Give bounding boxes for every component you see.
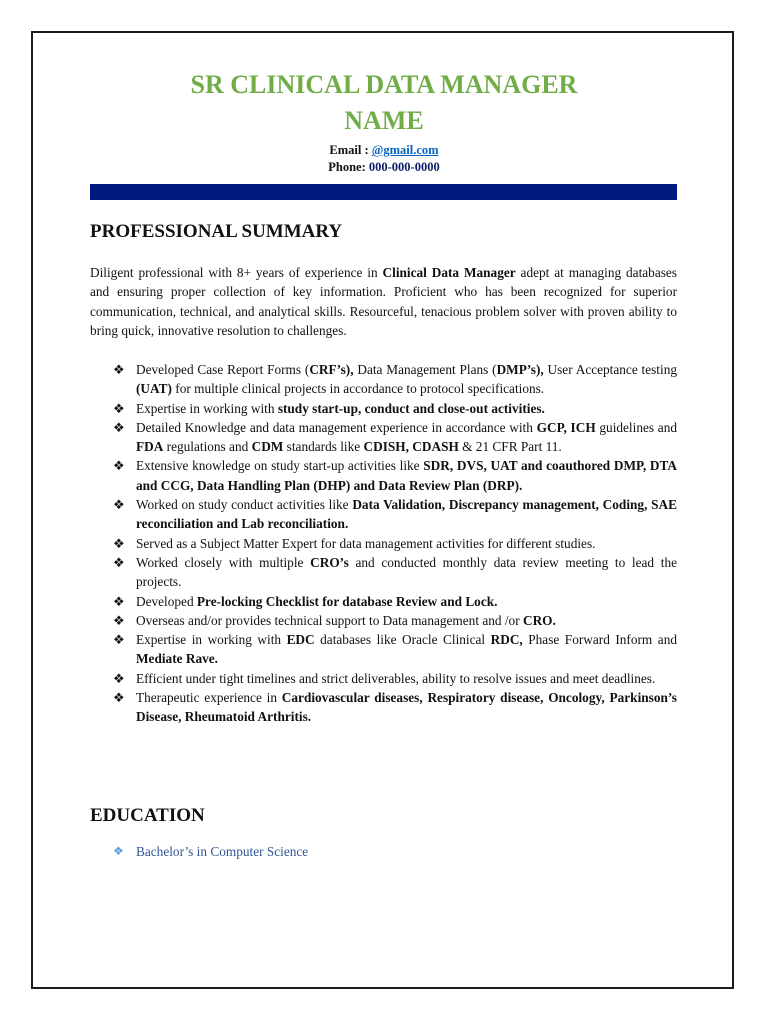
summary-bold-1: Clinical Data Manager bbox=[382, 265, 516, 280]
bullet-item bbox=[110, 611, 677, 630]
education-item bbox=[110, 842, 677, 861]
bullet-item bbox=[110, 688, 677, 727]
professional-summary-heading: PROFESSIONAL SUMMARY bbox=[90, 221, 343, 242]
summary-text-1: Diligent professional with 8+ years of experience in bbox=[90, 265, 383, 280]
email-line bbox=[0, 142, 768, 159]
bullet-text: User Acceptance testing bbox=[543, 362, 677, 377]
candidate-name: NAME bbox=[344, 106, 424, 135]
bullet-text: Therapeutic experience in bbox=[136, 690, 282, 706]
experience-bullet-list bbox=[110, 360, 677, 727]
bullet-bold: CDISH, CDASH bbox=[363, 439, 459, 455]
diamond-bullet-icon: ❖ bbox=[113, 535, 125, 551]
bullet-bold: study start-up, conduct and close-out activities. bbox=[277, 400, 545, 416]
diamond-bullet-icon: ❖ bbox=[113, 612, 125, 628]
education-degree: Bachelor’s in Computer Science bbox=[136, 844, 309, 859]
header-divider-bar bbox=[90, 184, 677, 200]
bullet-bold: Mediate Rave. bbox=[136, 651, 218, 667]
bullet-text: Worked on study conduct activities like bbox=[136, 497, 353, 513]
bullet-text: Developed Case Report Forms ( bbox=[136, 362, 310, 377]
diamond-bullet-icon: ❖ bbox=[113, 670, 125, 686]
bullet-bold: CRO. bbox=[522, 612, 556, 628]
bullet-item bbox=[110, 630, 677, 669]
email-link[interactable]: @gmail.com bbox=[371, 143, 439, 157]
diamond-bullet-icon: ❖ bbox=[113, 362, 125, 377]
bullet-text: Data Management Plans ( bbox=[353, 362, 497, 377]
bullet-text: for multiple clinical projects in accordance to protocol specifications. bbox=[171, 381, 545, 397]
bullet-text: Worked closely with multiple bbox=[136, 554, 311, 570]
bullet-item bbox=[110, 418, 677, 457]
bullet-bold: FDA bbox=[136, 439, 164, 455]
bullet-text: Extensive knowledge on study start-up activities like bbox=[136, 458, 424, 474]
diamond-bullet-icon: ❖ bbox=[113, 497, 125, 513]
bullet-bold: CRF’s), bbox=[309, 362, 354, 377]
bullet-bold: DMP’s), bbox=[496, 362, 544, 377]
bullet-text: Detailed Knowledge and data management experience in accordance with bbox=[136, 419, 537, 435]
bullet-item bbox=[110, 534, 677, 553]
bullet-item bbox=[110, 360, 677, 399]
summary-paragraph bbox=[90, 263, 677, 340]
bullet-text: Phase Forward Inform and bbox=[522, 632, 677, 648]
bullet-bold: CDM bbox=[251, 439, 284, 455]
diamond-bullet-icon: ❖ bbox=[113, 632, 125, 648]
bullet-bold: Data Validation, Discrepancy management, Coding, SAE reconciliation and Lab reconciliation. bbox=[136, 497, 677, 532]
diamond-bullet-icon: ❖ bbox=[113, 554, 125, 570]
bullet-item bbox=[110, 592, 677, 611]
bullet-text: and conducted monthly data review meeting to lead the projects. bbox=[136, 554, 677, 590]
bullet-bold: RDC, bbox=[490, 632, 523, 648]
bullet-item bbox=[110, 399, 677, 418]
bullet-text: Expertise in working with bbox=[136, 400, 278, 416]
bullet-item bbox=[110, 456, 677, 495]
bullet-bold: GCP, ICH bbox=[536, 419, 596, 435]
bullet-item bbox=[110, 669, 677, 688]
education-heading: EDUCATION bbox=[90, 805, 205, 826]
education-list bbox=[110, 842, 677, 861]
summary-text-2: adept at managing databases and ensuring proper collection of key information. Proficient who has been recognized for superior communication, technical, and analytical skills. Resourceful, tenacious problem solver with proven ability to bring quick, innovative resolution to challenges. bbox=[90, 265, 677, 338]
diamond-bullet-icon: ❖ bbox=[113, 458, 125, 474]
diamond-bullet-icon: ❖ bbox=[113, 844, 124, 858]
diamond-bullet-icon: ❖ bbox=[113, 419, 125, 435]
bullet-text: & 21 CFR Part 11. bbox=[458, 439, 562, 455]
bullet-text: standards like bbox=[283, 439, 364, 455]
phone-line bbox=[0, 159, 768, 176]
bullet-text: Expertise in working with bbox=[136, 632, 287, 648]
bullet-bold: EDC bbox=[286, 632, 315, 648]
bullet-bold: (UAT) bbox=[136, 381, 172, 397]
bullet-text: Overseas and/or provides technical support to Data management and /or bbox=[136, 612, 523, 628]
bullet-bold: Cardiovascular diseases, Respiratory disease, Oncology, Parkinson’s Disease, Rheumatoid Arthritis. bbox=[136, 690, 677, 725]
bullet-bold: CRO’s bbox=[310, 554, 349, 570]
bullet-text: regulations and bbox=[163, 439, 252, 455]
bullet-text: Served as a Subject Matter Expert for data management activities for different studies. bbox=[136, 535, 596, 551]
bullet-bold: Pre-locking Checklist for database Review and Lock. bbox=[196, 593, 498, 609]
bullet-text: Efficient under tight timelines and strict deliverables, ability to resolve issues and meet deadlines. bbox=[136, 670, 656, 686]
phone-label: Phone: bbox=[328, 160, 366, 174]
diamond-bullet-icon: ❖ bbox=[113, 400, 125, 416]
bullet-item bbox=[110, 495, 677, 534]
bullet-text: Developed bbox=[136, 593, 197, 609]
bullet-item bbox=[110, 553, 677, 592]
job-title: SR CLINICAL DATA MANAGER bbox=[190, 70, 578, 99]
bullet-text: guidelines and bbox=[595, 419, 677, 435]
diamond-bullet-icon: ❖ bbox=[113, 593, 125, 609]
bullet-bold: SDR, DVS, UAT and coauthored DMP, DTA and CCG, Data Handling Plan (DHP) and Data Review Plan (DRP). bbox=[136, 458, 677, 493]
bullet-text: databases like Oracle Clinical bbox=[314, 632, 491, 648]
phone-value: 000-000-0000 bbox=[368, 160, 440, 174]
email-label: Email : bbox=[329, 143, 369, 157]
diamond-bullet-icon: ❖ bbox=[113, 690, 125, 706]
